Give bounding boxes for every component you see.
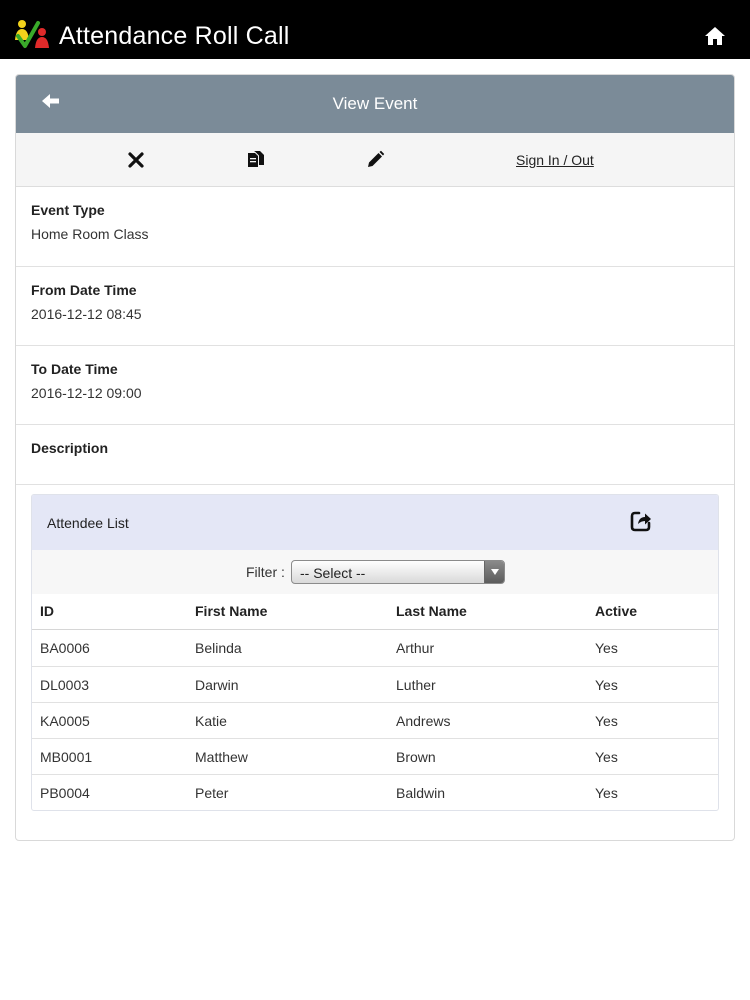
pencil-icon[interactable] bbox=[365, 150, 385, 170]
to-date-time-field bbox=[16, 346, 734, 425]
cell-active: Yes bbox=[595, 785, 618, 801]
home-icon[interactable] bbox=[703, 25, 727, 47]
cell-id: MB0001 bbox=[40, 749, 93, 765]
app-title: Attendance Roll Call bbox=[59, 22, 290, 50]
field-value: 2016-12-12 09:00 bbox=[31, 385, 142, 401]
cell-id: KA0005 bbox=[40, 713, 90, 729]
description-field bbox=[16, 425, 734, 485]
attendee-table bbox=[32, 594, 719, 810]
field-label: To Date Time bbox=[31, 361, 118, 377]
delete-x-icon[interactable] bbox=[126, 150, 146, 170]
cell-active: Yes bbox=[595, 713, 618, 729]
cell-last-name: Andrews bbox=[396, 713, 451, 729]
field-label: Event Type bbox=[31, 202, 105, 218]
page-title: View Event bbox=[332, 94, 418, 113]
filter-label: Filter : bbox=[246, 564, 285, 580]
filter-row bbox=[32, 550, 719, 594]
from-date-time-field bbox=[16, 267, 734, 346]
cell-id: BA0006 bbox=[40, 640, 90, 656]
field-value: 2016-12-12 08:45 bbox=[31, 306, 142, 322]
table-row[interactable] bbox=[32, 702, 719, 738]
column-header-id[interactable]: ID bbox=[40, 603, 54, 619]
cell-active: Yes bbox=[595, 677, 618, 693]
filter-select[interactable] bbox=[291, 560, 505, 584]
table-row[interactable] bbox=[32, 630, 719, 666]
attendee-list-panel bbox=[31, 494, 719, 811]
view-event-card bbox=[15, 74, 735, 841]
table-row[interactable] bbox=[32, 738, 719, 774]
copy-icon[interactable] bbox=[246, 150, 266, 170]
cell-active: Yes bbox=[595, 640, 618, 656]
card-header bbox=[16, 75, 734, 133]
cell-first-name: Katie bbox=[195, 713, 227, 729]
event-toolbar bbox=[16, 133, 734, 187]
filter-select-value: -- Select -- bbox=[300, 565, 366, 581]
event-type-field bbox=[16, 187, 734, 267]
cell-last-name: Luther bbox=[396, 677, 436, 693]
attendee-list-title: Attendee List bbox=[47, 515, 129, 531]
field-value: Home Room Class bbox=[31, 226, 149, 242]
chevron-down-icon bbox=[484, 561, 504, 583]
cell-first-name: Peter bbox=[195, 785, 229, 801]
app-top-bar bbox=[0, 0, 750, 59]
cell-first-name: Darwin bbox=[195, 677, 239, 693]
column-header-active[interactable]: Active bbox=[595, 603, 638, 619]
column-header-first-name[interactable]: First Name bbox=[195, 603, 268, 619]
cell-id: DL0003 bbox=[40, 677, 90, 693]
cell-last-name: Brown bbox=[396, 749, 436, 765]
cell-active: Yes bbox=[595, 749, 618, 765]
cell-last-name: Arthur bbox=[396, 640, 435, 656]
field-label: Description bbox=[31, 440, 109, 456]
column-header-last-name[interactable]: Last Name bbox=[396, 603, 467, 619]
cell-first-name: Matthew bbox=[195, 749, 248, 765]
attendee-list-header bbox=[32, 495, 719, 550]
cell-first-name: Belinda bbox=[195, 640, 242, 656]
export-share-icon[interactable] bbox=[630, 510, 652, 532]
table-row[interactable] bbox=[32, 774, 719, 810]
field-label: From Date Time bbox=[31, 282, 137, 298]
cell-id: PB0004 bbox=[40, 785, 90, 801]
table-header-row bbox=[32, 594, 719, 630]
attendance-logo-icon bbox=[14, 19, 50, 51]
table-row[interactable] bbox=[32, 666, 719, 702]
sign-in-out-link[interactable]: Sign In / Out bbox=[516, 152, 594, 168]
cell-last-name: Baldwin bbox=[396, 785, 446, 801]
